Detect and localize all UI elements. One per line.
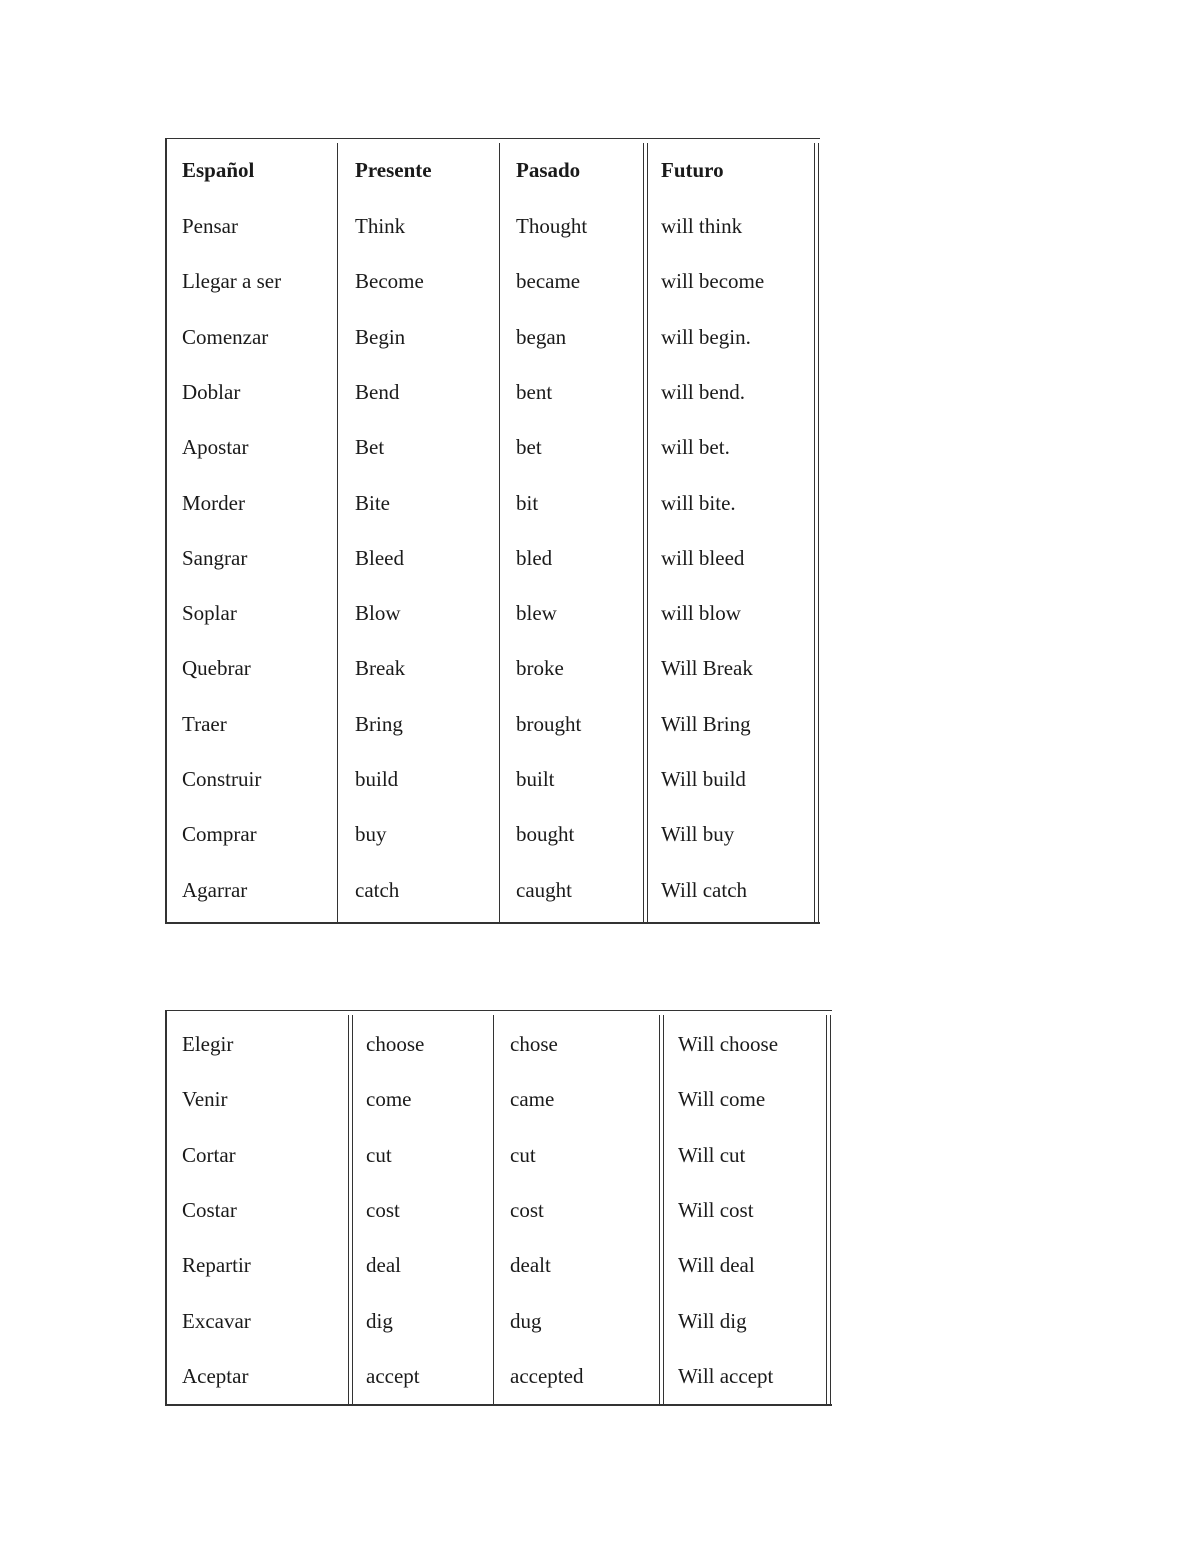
cell-presente: choose [366, 1032, 425, 1056]
cell-espanol: Morder [182, 490, 245, 515]
cell-presente: build [355, 767, 399, 791]
cell-espanol: Venir [182, 1087, 228, 1112]
column-divider [348, 1015, 353, 1404]
header-espanol: Español [182, 158, 255, 182]
cell-espanol: Soplar [182, 601, 237, 626]
cell-futuro: Will choose [678, 1032, 779, 1056]
cell-pasado: cut [510, 1142, 536, 1167]
table-row [165, 199, 820, 254]
cell-pasado: built [516, 767, 555, 791]
cell-pasado: cost [510, 1197, 544, 1222]
cell-espanol: Cortar [182, 1142, 236, 1167]
cell-pasado: chose [510, 1032, 558, 1056]
cell-presente: come [366, 1087, 412, 1112]
cell-presente: dig [366, 1308, 393, 1333]
cell-presente: Bend [355, 379, 400, 404]
cell-presente: catch [355, 877, 400, 902]
cell-espanol: Construir [182, 767, 262, 791]
cell-futuro: Will Break [661, 656, 753, 681]
cell-presente: accept [366, 1363, 420, 1388]
table-row [165, 1072, 832, 1127]
table-row [165, 420, 820, 475]
cell-presente: Break [355, 656, 406, 681]
cell-futuro: will bend. [661, 379, 745, 404]
header-futuro: Futuro [661, 158, 724, 182]
cell-espanol: Apostar [182, 435, 249, 460]
cell-futuro: will think [661, 214, 743, 238]
cell-futuro: Will Bring [661, 711, 751, 736]
table-row [165, 1128, 832, 1183]
cell-pasado: caught [516, 877, 572, 902]
cell-presente: Bleed [355, 545, 404, 570]
cell-pasado: bent [516, 379, 553, 404]
cell-pasado: dug [510, 1308, 542, 1333]
cell-pasado: bet [516, 435, 542, 460]
cell-presente: Become [355, 269, 424, 294]
table-row [165, 807, 820, 862]
cell-futuro: Will accept [678, 1363, 774, 1388]
cell-futuro: will become [661, 269, 765, 294]
cell-presente: Bet [355, 435, 385, 460]
cell-presente: Bring [355, 711, 403, 736]
header-pasado: Pasado [516, 158, 581, 182]
table-row [165, 752, 820, 807]
column-divider [826, 1015, 831, 1404]
table-row [165, 586, 820, 641]
cell-futuro: will bet. [661, 435, 730, 460]
cell-espanol: Comprar [182, 822, 257, 847]
verb-table-1 [165, 138, 820, 924]
cell-espanol: Repartir [182, 1253, 251, 1278]
cell-futuro: Will buy [661, 822, 735, 847]
table-row [165, 1349, 832, 1404]
cell-futuro: will bite. [661, 490, 736, 515]
table-row [165, 1294, 832, 1349]
cell-pasado: Thought [516, 214, 588, 238]
cell-pasado: bled [516, 545, 553, 570]
table-row [165, 365, 820, 420]
cell-futuro: will blow [661, 601, 741, 626]
cell-futuro: Will deal [678, 1253, 755, 1278]
cell-presente: cut [366, 1142, 392, 1167]
table-row [165, 310, 820, 365]
column-divider [659, 1015, 664, 1404]
table-row [165, 531, 820, 586]
table-header-row [165, 143, 820, 198]
column-divider [165, 139, 167, 922]
cell-espanol: Quebrar [182, 656, 251, 681]
cell-pasado: became [516, 269, 581, 294]
cell-pasado: blew [516, 601, 557, 626]
cell-pasado: brought [516, 711, 582, 736]
cell-pasado: bit [516, 490, 539, 515]
cell-presente: Blow [355, 601, 401, 626]
cell-espanol: Llegar a ser [182, 269, 282, 294]
cell-presente: Think [355, 214, 406, 238]
cell-futuro: Will come [678, 1087, 766, 1112]
column-divider [165, 1011, 167, 1404]
cell-presente: deal [366, 1253, 401, 1278]
column-divider [499, 143, 500, 922]
column-divider [493, 1015, 494, 1404]
column-divider [643, 143, 648, 922]
table-row [165, 697, 820, 752]
cell-espanol: Traer [182, 711, 227, 736]
table-row [165, 863, 820, 918]
cell-pasado: came [510, 1087, 555, 1112]
cell-futuro: Will build [661, 767, 746, 791]
cell-presente: Begin [355, 324, 406, 349]
cell-espanol: Elegir [182, 1032, 234, 1056]
cell-espanol: Doblar [182, 379, 241, 404]
column-divider [814, 143, 819, 922]
cell-espanol: Costar [182, 1197, 237, 1222]
cell-espanol: Comenzar [182, 324, 269, 349]
table-row [165, 476, 820, 531]
cell-espanol: Pensar [182, 214, 238, 238]
verb-table-2 [165, 1010, 832, 1406]
cell-pasado: broke [516, 656, 564, 681]
cell-espanol: Sangrar [182, 545, 248, 570]
cell-presente: cost [366, 1197, 400, 1222]
cell-espanol: Agarrar [182, 877, 248, 902]
cell-espanol: Excavar [182, 1308, 251, 1333]
table-row [165, 1017, 832, 1072]
cell-futuro: Will cost [678, 1197, 754, 1222]
cell-pasado: dealt [510, 1253, 551, 1278]
cell-futuro: will bleed [661, 545, 745, 570]
cell-pasado: began [516, 324, 567, 349]
table-row [165, 641, 820, 696]
table-row [165, 1183, 832, 1238]
table-row [165, 1238, 832, 1293]
cell-presente: buy [355, 822, 387, 847]
cell-futuro: Will dig [678, 1308, 747, 1333]
column-divider [337, 143, 338, 922]
cell-pasado: accepted [510, 1363, 584, 1388]
table-row [165, 254, 820, 309]
cell-pasado: bought [516, 822, 575, 847]
cell-espanol: Aceptar [182, 1363, 249, 1388]
cell-futuro: Will cut [678, 1142, 746, 1167]
cell-presente: Bite [355, 490, 390, 515]
cell-futuro: Will catch [661, 877, 748, 902]
header-presente: Presente [355, 158, 432, 182]
cell-futuro: will begin. [661, 324, 751, 349]
